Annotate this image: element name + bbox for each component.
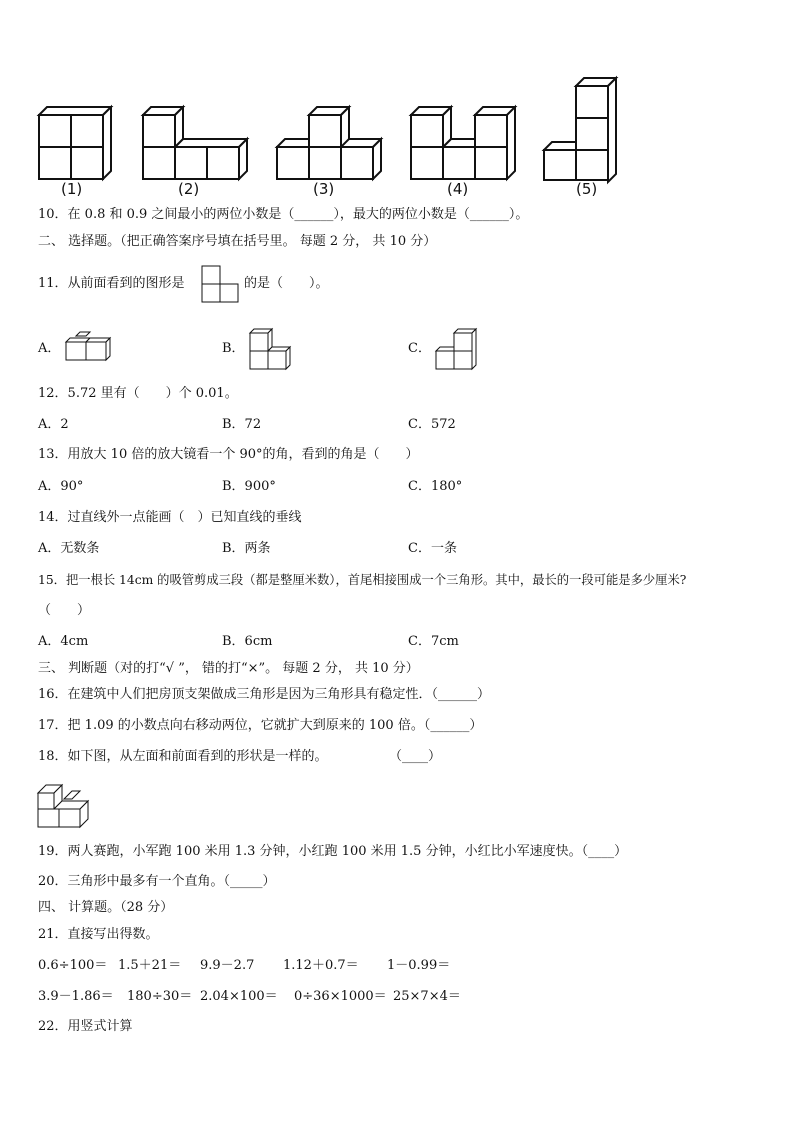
calc-row2-item4: 0÷36×1000＝ [294, 989, 387, 1004]
q11-option-a-figure [64, 332, 110, 362]
figure-label-5: (5) [576, 180, 598, 198]
calc-row2-item1: 3.9－1.86＝ [38, 989, 114, 1004]
question-11-text-before: 11．从前面看到的图形是 [38, 276, 185, 291]
figure-label-2: (2) [178, 180, 200, 198]
question-18-blank[interactable]: （____） [389, 749, 442, 764]
q11-option-b[interactable]: B． [222, 341, 245, 356]
calc-row1-item3: 9.9－2.7 [200, 958, 255, 973]
calc-row1-item2: 1.5＋21＝ [118, 958, 182, 973]
question-19: 19．两人赛跑，小军跑 100 米用 1.3 分钟，小红跑 100 米用 1.5 分钟，小红比小军速度快。（____） [38, 844, 628, 859]
section-2-heading: 二、 选择题。（把正确答案序号填在括号里。 每题 2 分， 共 10 分） [38, 234, 437, 249]
q11-option-c-figure [434, 325, 478, 371]
calc-row1-item4: 1.12＋0.7＝ [283, 958, 359, 973]
question-14: 14．过直线外一点能画（ ）已知直线的垂线 [38, 510, 302, 525]
q14-option-c[interactable]: C．一条 [408, 541, 457, 556]
question-18-cubes-figure [36, 779, 90, 831]
question-12: 12．5.72 里有（ ）个 0.01。 [38, 386, 238, 401]
q14-option-a[interactable]: A．无数条 [38, 541, 100, 556]
calc-row2-item5: 25×7×4＝ [393, 989, 461, 1004]
question-21: 21．直接写出得数。 [38, 927, 159, 942]
figure-label-1: (1) [61, 180, 83, 198]
figure-label-4: (4) [447, 180, 469, 198]
figure-5-cubes [541, 74, 621, 182]
q11-option-a[interactable]: A． [38, 341, 61, 356]
section-3-heading: 三、 判断题（对的打“√ ”， 错的打“×”。 每题 2 分， 共 10 分） [38, 661, 419, 676]
figure-label-3: (3) [313, 180, 335, 198]
question-18-text: 18．如下图，从左面和前面看到的形状是一样的。 [38, 749, 328, 764]
question-10: 10．在 0.8 和 0.9 之间最小的两位小数是（______），最大的两位小数是（______）。 [38, 207, 529, 222]
q13-option-b[interactable]: B．900° [222, 479, 276, 494]
question-15: 15．把一根长 14cm 的吸管剪成三段（都是整厘米数），首尾相接围成一个三角形。其中，最长的一段可能是多少厘米? [38, 573, 687, 587]
question-16: 16．在建筑中人们把房顶支架做成三角形是因为三角形具有稳定性．（______） [38, 687, 491, 702]
figure-2-cubes [140, 103, 250, 181]
question-11-front-view-figure [200, 264, 242, 304]
figure-4-cubes [408, 103, 518, 181]
question-11 [38, 275, 185, 293]
section-4-heading: 四、 计算题。（28 分） [38, 900, 174, 915]
figure-3-cubes [274, 103, 384, 181]
q13-option-a[interactable]: A．90° [38, 479, 84, 494]
q12-option-c[interactable]: C．572 [408, 417, 456, 432]
q11-option-b-figure [248, 325, 292, 371]
question-11-text-after: 的是（ ）。 [244, 276, 329, 291]
q15-option-b[interactable]: B．6cm [222, 634, 273, 649]
q14-option-b[interactable]: B．两条 [222, 541, 271, 556]
question-22: 22．用竖式计算 [38, 1019, 133, 1034]
question-18 [38, 748, 328, 766]
question-15-answer-paren: （ ） [38, 603, 91, 618]
q12-option-a[interactable]: A．2 [38, 417, 69, 432]
question-17: 17．把 1.09 的小数点向右移动两位，它就扩大到原来的 100 倍。（______） [38, 718, 483, 733]
q15-option-c[interactable]: C．7cm [408, 634, 459, 649]
q11-option-c[interactable]: C． [408, 341, 431, 356]
calc-row1-item5: 1－0.99＝ [387, 958, 451, 973]
calc-row2-item3: 2.04×100＝ [200, 989, 278, 1004]
calc-row2-item2: 180÷30＝ [127, 989, 193, 1004]
figure-1-cubes [36, 103, 116, 181]
q15-option-a[interactable]: A．4cm [38, 634, 89, 649]
question-20: 20．三角形中最多有一个直角。（_____） [38, 874, 276, 889]
question-13: 13．用放大 10 倍的放大镜看一个 90°的角，看到的角是（ ） [38, 447, 419, 462]
q12-option-b[interactable]: B．72 [222, 417, 262, 432]
q13-option-c[interactable]: C．180° [408, 479, 463, 494]
calc-row1-item1: 0.6÷100＝ [38, 958, 108, 973]
